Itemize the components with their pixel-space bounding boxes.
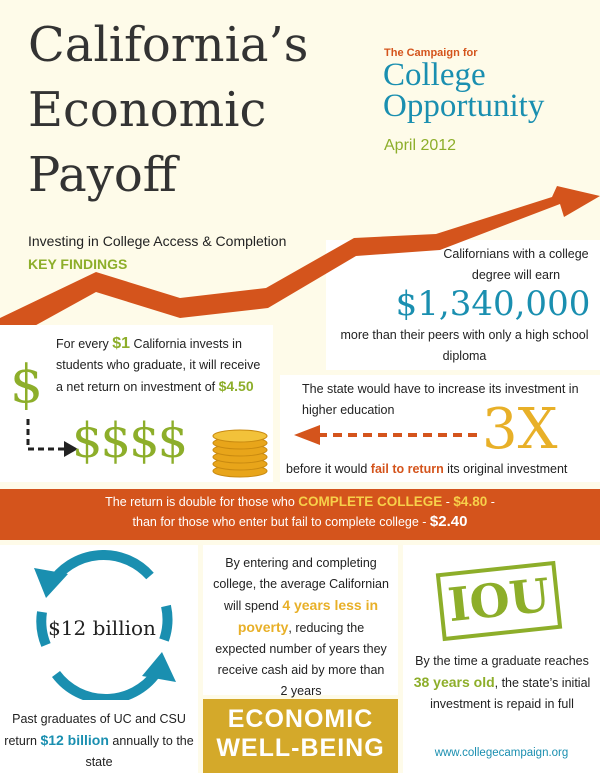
banner-line-2: than for those who enter but fail to complete college - $2.40 [132, 513, 468, 530]
key-findings-label: KEY FINDINGS [28, 256, 128, 272]
degree-outro: more than their peers with only a high school diploma [340, 328, 589, 363]
investment-text: For every $1 California invests in students who graduate, it will receive a net return on investment of $4.50 [56, 335, 261, 394]
degree-amount: $1,340,000 [395, 284, 591, 324]
left-arrow-icon [292, 423, 480, 447]
state-intro: The state would have to increase its investment in higher education [302, 382, 579, 417]
org-name-line-1: College [383, 57, 486, 93]
poverty-text: By entering and completing college, the average Californian will spend 4 years less in poverty, reducing the expected number of years they receive cash aid by more than 2 years [213, 556, 389, 698]
single-dollar-sign: $ [10, 355, 44, 415]
iou-text: By the time a graduate reaches 38 years old, the state’s initial investment is repaid in full [413, 654, 591, 711]
billion-text: Past graduates of UC and CSU return $12 billion annually to the state [4, 712, 194, 769]
org-name-line-2: Opportunity [383, 88, 545, 124]
return-banner [0, 489, 600, 540]
banner-line-1: The return is double for those who COMPLETE COLLEGE - $4.80 - [105, 494, 495, 509]
economic-wellbeing-banner [203, 699, 398, 773]
poverty-box [203, 545, 398, 698]
subtitle: Investing in College Access & Completion [28, 233, 287, 249]
wellbeing-line-1: ECONOMIC [227, 705, 374, 733]
billion-return-box [0, 545, 198, 773]
billion-circle-label: $12 billion [48, 616, 156, 640]
org-tagline: The Campaign for [384, 47, 478, 59]
title-line-1: California’s [28, 17, 309, 73]
iou-stamp: IOU [436, 561, 562, 641]
three-x-multiplier: 3X [482, 397, 558, 462]
state-investment-box [280, 375, 600, 482]
coin-stack-icon [210, 425, 270, 479]
investment-return-box [0, 325, 273, 482]
state-outro: before it would fail to return its original investment [286, 462, 568, 476]
report-date: April 2012 [384, 137, 457, 154]
many-dollar-signs: $$$$ [72, 413, 187, 469]
title-line-3: Payoff [28, 147, 177, 203]
website-link[interactable]: www.collegecampaign.org [434, 747, 569, 759]
title-line-2: Economic [28, 82, 267, 138]
iou-box [403, 545, 600, 773]
wellbeing-line-2: WELL-BEING [216, 734, 385, 762]
degree-intro: Californians with a college degree will earn [443, 247, 589, 282]
